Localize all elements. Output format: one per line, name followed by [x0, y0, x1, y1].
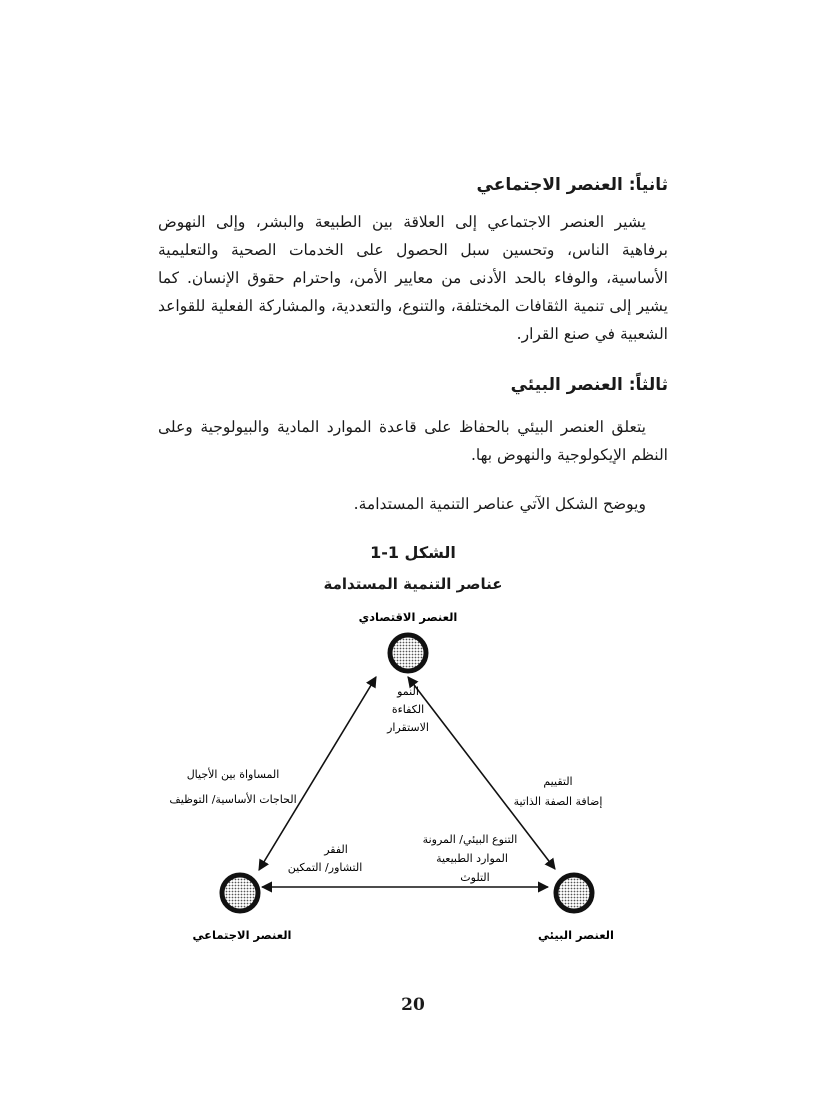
paragraph-environmental: يتعلق العنصر البيئي بالحفاظ على قاعدة الموارد المادية والبيولوجية وعلى النظم الإيكولوجية والنهوض بها.	[158, 418, 668, 464]
figure-caption: عناصر التنمية المستدامة	[323, 575, 503, 593]
bottom-right-3: التلوث	[460, 871, 490, 884]
node-social	[222, 875, 258, 911]
right-edge-1: التقييم	[543, 775, 573, 788]
bottom-left-2: التشاور/ التمكين	[287, 861, 363, 874]
bottom-right-2: الموارد الطبيعية	[436, 852, 508, 865]
left-edge-1: المساواة بين الأجيال	[186, 768, 280, 781]
paragraph-social: يشير العنصر الاجتماعي إلى العلاقة بين الطبيعة والبشر، وإلى النهوض برفاهية الناس، وتحسين سبل الحصول على الخدمات الصحية والتعليمية الأساسية، والوفاء بالحد الأدنى من معايير الأمن، واحترام حقوق الإنسان. كما يشير إلى تنمية الثقافات المختلفة، والتنوع، والتعددية، والمشاركة الفعلية للقواعد الشعبية في صنع القرار.	[158, 213, 668, 343]
section-heading-social: ثانياً: العنصر الاجتماعي	[476, 175, 668, 195]
left-edge-2: الحاجات الأساسية/ التوظيف	[169, 793, 297, 806]
economic-core-3: الاستقرار	[387, 721, 429, 734]
bottom-left-1: الفقر	[324, 843, 348, 856]
node-economic	[390, 635, 426, 671]
sustainability-triangle-diagram	[150, 605, 670, 960]
label-environmental: العنصر البيئي	[538, 928, 614, 942]
page-number: 20	[401, 995, 425, 1015]
node-environmental	[556, 875, 592, 911]
right-edge-2: إضافة الصفة الذاتية	[513, 795, 603, 808]
label-social: العنصر الاجتماعي	[192, 928, 292, 942]
label-economic: العنصر الاقتصادي	[358, 610, 458, 624]
figure-label: الشكل 1-1	[370, 543, 456, 562]
economic-core-1: النمو	[397, 685, 419, 698]
section-heading-environmental: ثالثاً: العنصر البيئي	[510, 375, 668, 395]
figure-intro: ويوضح الشكل الآتي عناصر التنمية المستدامة.	[353, 495, 646, 513]
bottom-right-1: التنوع البيئي/ المرونة	[422, 833, 518, 846]
economic-core-2: الكفاءة	[391, 703, 425, 716]
